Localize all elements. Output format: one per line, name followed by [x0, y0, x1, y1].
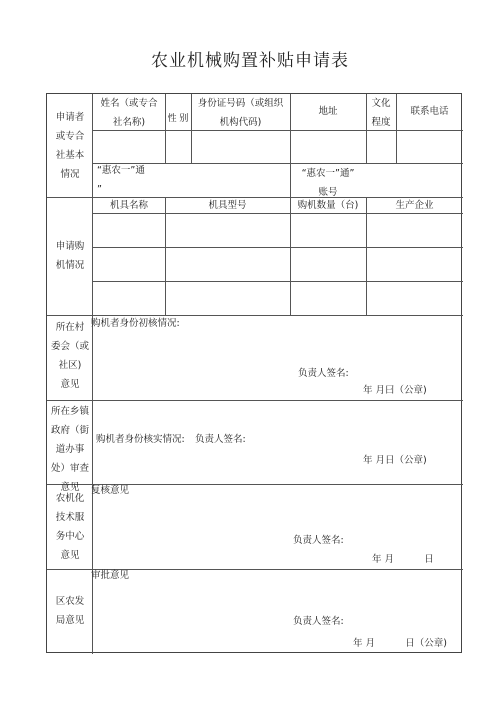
township-check-text: 购机者身份核实情况: [96, 434, 185, 445]
section-divider [47, 400, 463, 401]
section-township-label: 所在乡镇 政府（街 道办事 处）审查 意见 [50, 406, 89, 493]
header-education: 文化 程度 [371, 98, 391, 128]
header-quantity: 购机数量（台) [297, 200, 359, 211]
header-machine-model: 机具型号 [208, 200, 247, 211]
col-divider [165, 197, 166, 315]
header-machine-name: 机具名称 [109, 200, 148, 211]
township-date-label: 年 月日（公章) [363, 455, 427, 466]
header-address: 地址 [318, 106, 338, 117]
header-id-number: 身份证号码（或组织 机构代码) [197, 98, 284, 128]
huinong-card-label: “惠农一”通 ” [97, 165, 145, 195]
huinong-account-label: “惠农一”通” 账号 [301, 168, 355, 198]
center-date-label: 年 月 日 [372, 554, 434, 565]
section-purchase-label: 申请购 机情况 [55, 241, 85, 271]
header-name: 姓名（或专合 社名称) [100, 98, 158, 128]
header-gender: 性 别 [167, 114, 189, 124]
row-divider [93, 247, 463, 248]
header-phone: 联系电话 [410, 106, 449, 117]
bureau-signer-label: 负责人签名: [293, 616, 344, 627]
section-center-label: 农机化 技术服 务中心 意见 [55, 493, 85, 561]
col-divider [290, 197, 291, 315]
application-form [46, 93, 462, 653]
bureau-date-label: 年 月 日（公章) [353, 638, 447, 649]
section-applicant-label: 申请者 或专合 社基本 情况 [55, 112, 85, 180]
section-village-label: 所在村 委会（或 社区) 意见 [50, 322, 89, 390]
header-manufacturer: 生产企业 [395, 200, 434, 211]
township-signer-label: 负责人签名: [195, 434, 246, 445]
row-divider [93, 281, 463, 282]
col-divider [366, 197, 367, 315]
bureau-approval-text: 审批意见 [91, 570, 130, 581]
row-divider [93, 163, 463, 164]
village-check-text: 购机者身份初核情况: [91, 318, 180, 329]
form-title: 农业机械购置补贴申请表 [151, 51, 349, 71]
center-review-text: 复核意见 [91, 485, 130, 496]
center-signer-label: 负责人签名: [293, 535, 344, 546]
village-date-label: 年 月曰（公章) [363, 385, 427, 396]
village-signer-label: 负责人签名: [298, 368, 349, 379]
section-bureau-label: 区农发 局意见 [55, 596, 85, 626]
